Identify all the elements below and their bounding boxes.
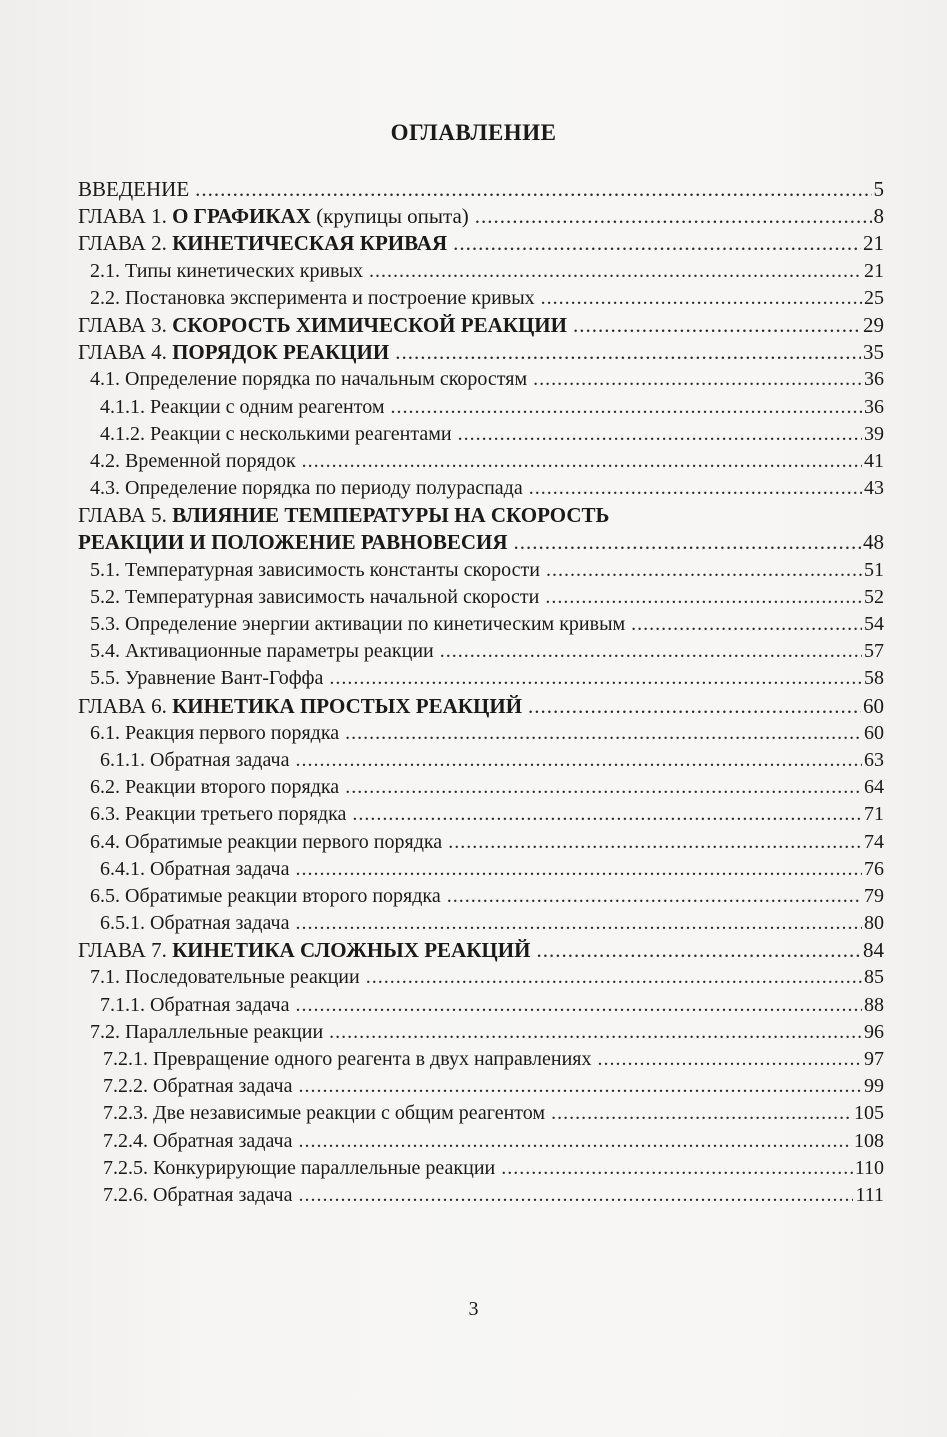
toc-chapter-entry <box>78 502 884 529</box>
toc-entry-page: 84 <box>863 938 884 963</box>
toc-chapter-entry <box>78 312 884 339</box>
toc-entry-prefix: 6.1. Реакция первого порядка <box>90 721 340 744</box>
toc-entry-page: 54 <box>864 613 884 635</box>
toc-entry-page: 43 <box>864 477 884 500</box>
toc-entry-prefix: 2.2. Постановка эксперимента и построение кривых <box>90 286 535 309</box>
toc-chapter-entry <box>78 529 884 556</box>
dot-leader <box>533 366 862 393</box>
dot-leader <box>573 312 861 339</box>
dot-leader <box>631 611 862 638</box>
toc-section-entry <box>78 1182 884 1209</box>
dot-leader <box>295 992 862 1019</box>
toc-entry-label <box>100 421 452 448</box>
page-title: ОГЛАВЛЕНИЕ <box>390 120 557 145</box>
toc-section-entry <box>78 964 884 991</box>
dot-leader <box>475 203 872 230</box>
toc-section-entry <box>78 992 884 1019</box>
toc-entry-page: 111 <box>855 1183 884 1206</box>
toc-entry-bold-title: СКОРОСТЬ ХИМИЧЕСКОЙ РЕАКЦИИ <box>172 312 567 337</box>
toc-entry-prefix: 7.2.5. Конкурирующие параллельные реакции <box>103 1156 496 1179</box>
toc-entry-prefix: 4.2. Временной порядок <box>90 449 296 472</box>
toc-entry-label <box>90 801 346 828</box>
toc-chapter-entry <box>78 693 884 720</box>
toc-section-entry <box>78 421 884 448</box>
toc-entry-label <box>78 176 189 203</box>
dot-leader <box>295 910 862 937</box>
toc-entry-prefix: ГЛАВА 5. <box>78 503 173 528</box>
toc-entry-label <box>78 339 389 366</box>
toc-entry-label <box>90 720 339 747</box>
toc-entry-label <box>78 502 609 529</box>
toc-entry-page: 80 <box>864 912 884 935</box>
toc-entry-prefix: 5.3. Определение энергии активации по кинетическим кривым <box>90 613 626 635</box>
toc-entry-prefix: 5.4. Активационные параметры реакции <box>90 640 434 663</box>
toc-entry-label <box>90 448 296 475</box>
toc-entry-page: 60 <box>864 721 884 744</box>
toc-entry-page: 5 <box>873 177 884 201</box>
toc-entry-page: 71 <box>864 803 884 826</box>
toc-entry-prefix: ГЛАВА 4. <box>78 340 173 365</box>
dot-leader <box>546 557 862 584</box>
toc-entry-label <box>90 584 539 611</box>
toc-entry-prefix: ВВЕДЕНИЕ <box>78 177 190 201</box>
toc-entry-label <box>78 312 567 339</box>
toc-chapter-entry <box>78 230 884 257</box>
toc-entry-prefix: 7.2. Параллельные реакции <box>90 1020 324 1043</box>
toc-entry-page: 76 <box>864 857 884 880</box>
dot-leader <box>395 339 861 366</box>
toc-entry-prefix: 4.1. Определение порядка по начальным скоростям <box>90 368 528 391</box>
dot-leader <box>551 1100 852 1127</box>
toc-entry-bold-title: О ГРАФИКАХ <box>172 204 311 229</box>
toc-entry-label <box>90 366 527 393</box>
dot-leader <box>298 1182 853 1209</box>
toc-entry-page: 25 <box>864 286 884 309</box>
toc-entry-label <box>90 557 540 584</box>
toc-entry-page: 74 <box>864 830 884 853</box>
toc-section-entry <box>78 394 884 421</box>
table-of-contents <box>78 176 884 1209</box>
toc-section-entry <box>78 1100 884 1127</box>
toc-entry-suffix: (крупицы опыта) <box>310 204 469 229</box>
toc-section-entry <box>78 747 884 774</box>
toc-entry-label <box>78 693 522 720</box>
page-number: 3 <box>468 1298 479 1320</box>
toc-entry-prefix: 7.2.3. Две независимые реакции с общим реагентом <box>103 1102 546 1125</box>
toc-section-entry <box>78 1073 884 1100</box>
dot-leader <box>302 448 862 475</box>
toc-entry-page: 48 <box>863 530 884 555</box>
dot-leader <box>545 584 862 611</box>
dot-leader <box>501 1155 852 1182</box>
toc-entry-prefix: 6.4.1. Обратная задача <box>100 857 290 880</box>
dot-leader <box>391 394 863 421</box>
toc-entry-label <box>90 611 625 638</box>
dot-leader <box>298 1073 862 1100</box>
toc-entry-prefix: ГЛАВА 6. <box>78 693 173 718</box>
dot-leader <box>298 1128 852 1155</box>
toc-entry-page: 85 <box>864 966 884 989</box>
dot-leader <box>195 176 871 203</box>
toc-chapter-entry <box>78 203 884 230</box>
toc-section-entry <box>78 829 884 856</box>
toc-chapter-entry <box>78 176 884 203</box>
toc-section-entry <box>78 475 884 502</box>
toc-entry-label <box>103 1128 292 1155</box>
toc-entry-label <box>90 1019 323 1046</box>
toc-entry-page: 52 <box>864 585 884 608</box>
toc-entry-prefix: 5.1. Температурная зависимость константы скорости <box>90 558 540 581</box>
toc-entry-page: 60 <box>863 693 884 718</box>
toc-entry-prefix: 7.2.1. Превращение одного реагента в двух направлениях <box>103 1048 592 1070</box>
toc-entry-label <box>103 1100 545 1127</box>
toc-entry-prefix: 6.3. Реакции третьего порядка <box>90 803 347 826</box>
toc-section-entry <box>78 883 884 910</box>
toc-entry-label <box>103 1046 592 1073</box>
toc-chapter-entry <box>78 339 884 366</box>
toc-entry-label <box>103 1073 292 1100</box>
toc-entry-page: 57 <box>864 640 884 663</box>
dot-leader <box>369 258 862 285</box>
toc-entry-bold-title: ПОРЯДОК РЕАКЦИИ <box>172 340 390 365</box>
toc-chapter-entry <box>78 937 884 964</box>
toc-entry-label <box>90 285 535 312</box>
dot-leader <box>295 747 862 774</box>
toc-section-entry <box>78 1019 884 1046</box>
dot-leader <box>440 638 862 665</box>
dot-leader <box>295 856 862 883</box>
dot-leader <box>528 693 861 720</box>
dot-leader <box>345 774 862 801</box>
toc-entry-page: 64 <box>864 776 884 799</box>
toc-entry-page: 97 <box>864 1048 884 1070</box>
toc-section-entry <box>78 557 884 584</box>
toc-section-entry <box>78 774 884 801</box>
toc-entry-label <box>78 529 508 556</box>
toc-entry-prefix: 2.1. Типы кинетических кривых <box>90 259 364 282</box>
toc-entry-page: 108 <box>854 1129 884 1152</box>
toc-entry-prefix: ГЛАВА 3. <box>78 312 173 337</box>
toc-entry-label <box>103 1155 495 1182</box>
toc-section-entry <box>78 285 884 312</box>
toc-entry-prefix: 4.3. Определение порядка по периоду полураспада <box>90 477 523 500</box>
toc-section-entry <box>78 665 884 692</box>
toc-entry-page: 88 <box>864 993 884 1016</box>
toc-entry-label <box>90 258 363 285</box>
toc-section-entry <box>78 1128 884 1155</box>
toc-entry-label <box>90 964 360 991</box>
toc-entry-prefix: 6.5.1. Обратная задача <box>100 912 290 935</box>
dot-leader <box>514 529 861 556</box>
dot-leader <box>366 964 862 991</box>
toc-entry-label <box>100 747 289 774</box>
dot-leader <box>329 1019 862 1046</box>
toc-entry-page: 110 <box>854 1156 884 1179</box>
toc-entry-prefix: ГЛАВА 7. <box>78 938 173 963</box>
toc-entry-label <box>100 910 289 937</box>
toc-section-entry <box>78 801 884 828</box>
dot-leader <box>329 665 862 692</box>
toc-entry-label <box>90 638 434 665</box>
toc-entry-page: 39 <box>864 422 884 445</box>
toc-section-entry <box>78 258 884 285</box>
toc-entry-prefix: 4.1.2. Реакции с несколькими реагентами <box>100 422 452 445</box>
toc-entry-prefix: 7.2.4. Обратная задача <box>103 1129 293 1152</box>
toc-section-entry <box>78 1046 884 1073</box>
toc-entry-page: 8 <box>873 204 884 229</box>
toc-section-entry <box>78 584 884 611</box>
toc-entry-bold-title: РЕАКЦИИ И ПОЛОЖЕНИЕ РАВНОВЕСИЯ <box>78 530 508 555</box>
toc-section-entry <box>78 1155 884 1182</box>
toc-entry-label <box>90 475 523 502</box>
dot-leader <box>541 285 862 312</box>
toc-entry-label <box>78 203 469 230</box>
toc-entry-label <box>90 883 441 910</box>
toc-entry-label <box>78 937 530 964</box>
toc-entry-page: 36 <box>864 368 884 391</box>
toc-section-entry <box>78 856 884 883</box>
dot-leader <box>598 1046 862 1073</box>
toc-entry-label <box>78 230 447 257</box>
toc-entry-prefix: 7.2.6. Обратная задача <box>103 1183 293 1206</box>
toc-entry-bold-title: КИНЕТИЧЕСКАЯ КРИВАЯ <box>172 231 448 256</box>
toc-entry-page: 36 <box>864 395 884 418</box>
toc-entry-label <box>90 665 323 692</box>
dot-leader <box>529 475 862 502</box>
dot-leader <box>448 829 862 856</box>
toc-entry-prefix: 6.5. Обратимые реакции второго порядка <box>90 884 441 907</box>
toc-entry-prefix: 6.2. Реакции второго порядка <box>90 776 340 799</box>
toc-entry-page: 96 <box>864 1020 884 1043</box>
toc-entry-page: 29 <box>863 312 884 337</box>
toc-entry-prefix: ГЛАВА 1. <box>78 204 173 229</box>
toc-entry-label <box>103 1182 292 1209</box>
toc-entry-prefix: 7.2.2. Обратная задача <box>103 1075 293 1098</box>
toc-section-entry <box>78 366 884 393</box>
dot-leader <box>447 883 862 910</box>
toc-entry-page: 79 <box>864 884 884 907</box>
toc-section-entry <box>78 910 884 937</box>
toc-entry-page: 51 <box>864 558 884 581</box>
dot-leader <box>345 720 862 747</box>
toc-entry-prefix: 7.1. Последовательные реакции <box>90 966 360 989</box>
toc-section-entry <box>78 448 884 475</box>
toc-entry-prefix: 5.5. Уравнение Вант-Гоффа <box>90 667 324 690</box>
dot-leader <box>458 421 862 448</box>
toc-entry-page: 35 <box>863 340 884 365</box>
toc-section-entry <box>78 611 884 638</box>
toc-entry-prefix: 6.4. Обратимые реакции первого порядка <box>90 830 443 853</box>
toc-entry-label <box>90 829 442 856</box>
toc-entry-prefix: 7.1.1. Обратная задача <box>100 993 290 1016</box>
toc-entry-bold-title: ВЛИЯНИЕ ТЕМПЕРАТУРЫ НА СКОРОСТЬ <box>172 503 610 528</box>
toc-entry-prefix: 4.1.1. Реакции с одним реагентом <box>100 395 385 418</box>
toc-entry-page: 63 <box>864 748 884 771</box>
toc-entry-page: 41 <box>864 449 884 472</box>
dot-leader <box>352 801 862 828</box>
toc-entry-prefix: 5.2. Температурная зависимость начальной скорости <box>90 585 540 608</box>
toc-section-entry <box>78 638 884 665</box>
toc-entry-page: 21 <box>863 231 884 256</box>
toc-entry-page: 58 <box>864 667 884 690</box>
toc-entry-bold-title: КИНЕТИКА СЛОЖНЫХ РЕАКЦИЙ <box>172 938 531 963</box>
toc-entry-bold-title: КИНЕТИКА ПРОСТЫХ РЕАКЦИЙ <box>172 693 523 718</box>
toc-entry-label <box>100 856 289 883</box>
toc-entry-label <box>100 394 385 421</box>
toc-section-entry <box>78 720 884 747</box>
toc-entry-page: 105 <box>854 1102 884 1125</box>
toc-entry-prefix: 6.1.1. Обратная задача <box>100 748 290 771</box>
dot-leader <box>536 937 861 964</box>
toc-entry-label <box>90 774 339 801</box>
toc-entry-prefix: ГЛАВА 2. <box>78 231 173 256</box>
toc-entry-page: 99 <box>864 1075 884 1098</box>
toc-entry-page: 21 <box>864 259 884 282</box>
dot-leader <box>453 230 861 257</box>
toc-entry-label <box>100 992 289 1019</box>
